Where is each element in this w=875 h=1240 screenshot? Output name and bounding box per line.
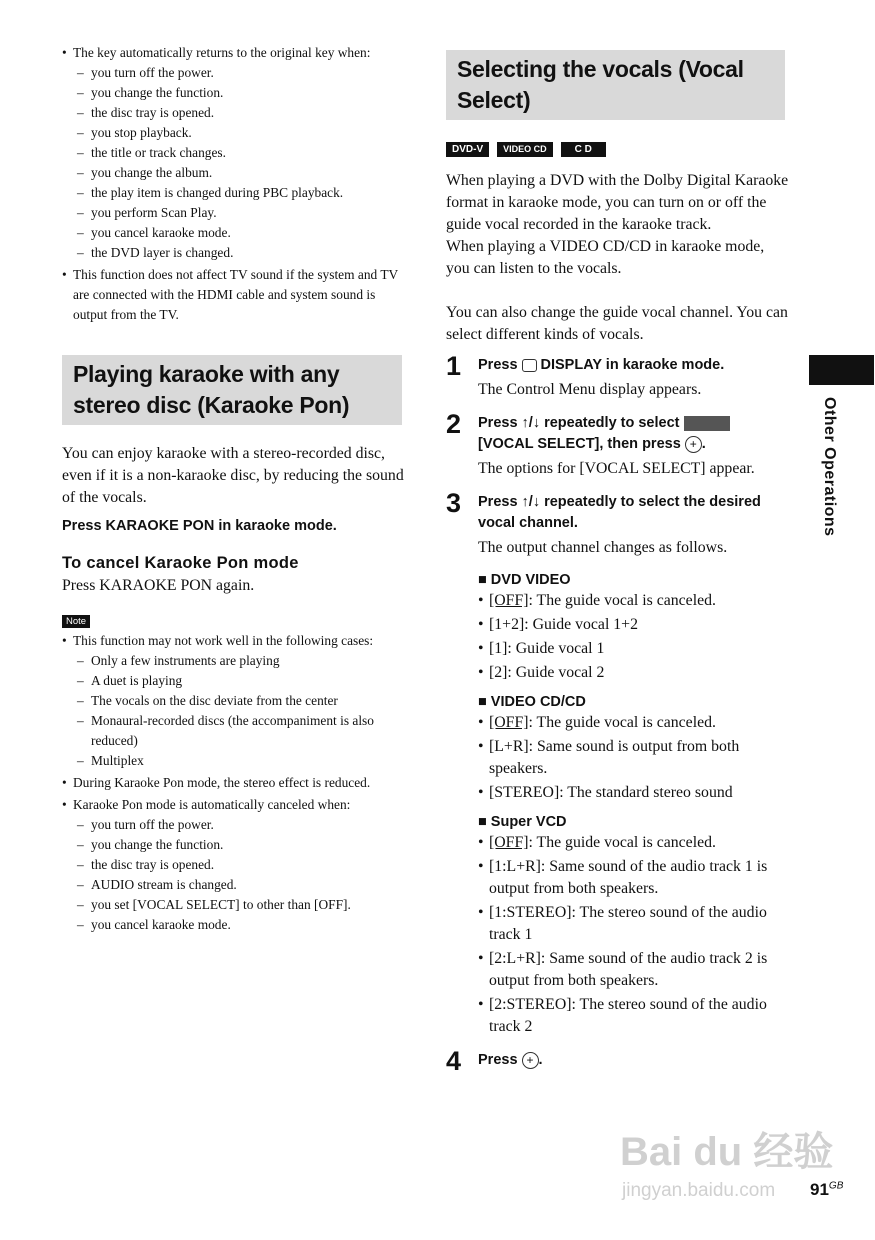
enter-button-icon: + — [685, 436, 702, 453]
option-key: [2:STEREO] — [489, 996, 572, 1013]
step-3: 3 Press ↑/↓ repeatedly to select the desired vocal channel. The output channel changes as follows. — [446, 492, 791, 559]
disc-badges — [446, 139, 791, 156]
option-item — [478, 782, 791, 804]
option-text: : Guide vocal 2 — [507, 664, 605, 681]
option-key: [STEREO] — [489, 784, 560, 801]
option-key: [2:L+R] — [489, 950, 541, 967]
option-text: : Same sound of the audio track 1 is output from both speakers. — [489, 858, 768, 897]
step-1: 1 Press DISPLAY in karaoke mode. The Control Menu display appears. — [446, 355, 791, 401]
dash-item: – the disc tray is opened. — [62, 855, 407, 875]
step-number: 3 — [446, 488, 462, 518]
right-column — [446, 0, 791, 1076]
subheading: To cancel Karaoke Pon mode — [62, 554, 299, 572]
section-heading: Selecting the vocals (Vocal Select) — [446, 50, 785, 120]
option-item — [478, 832, 791, 854]
list-item: • This function does not affect TV sound if the system and TV are connected with the HDMI cable and system sound is output from the TV. — [62, 265, 407, 325]
watermark-url: jingyan.baidu.com — [622, 1180, 776, 1201]
option-key: [1] — [489, 640, 508, 657]
dash-item: – Monaural-recorded discs (the accompaniment is also reduced) — [62, 711, 407, 751]
option-item — [478, 614, 791, 636]
step-2: 2 Press ↑/↓ repeatedly to select [VOCAL SELECT], then press + . The options for [VOCAL SELECT] appear. — [446, 413, 791, 480]
option-text: : The guide vocal is canceled. — [528, 834, 716, 851]
vocal-select-icon — [684, 416, 730, 431]
dash-item: – the disc tray is opened. — [62, 103, 407, 123]
dash-item: – The vocals on the disc deviate from the center — [62, 691, 407, 711]
option-text: : Guide vocal 1 — [507, 640, 605, 657]
paragraph: When playing a VIDEO CD/CD in karaoke mode, you can listen to the vocals. — [446, 238, 765, 277]
dash-list — [62, 651, 407, 771]
option-key: [OFF] — [489, 834, 529, 851]
step-4: 4 Press + . — [446, 1046, 543, 1076]
dash-item: – you change the function. — [62, 835, 407, 855]
option-text: : Same sound of the audio track 2 is output from both speakers. — [489, 950, 768, 989]
option-text: : The standard stereo sound — [559, 784, 733, 801]
dash-item: – Only a few instruments are playing — [62, 651, 407, 671]
dash-item: – the play item is changed during PBC playback. — [62, 183, 407, 203]
instruction: Press KARAOKE PON in karaoke mode. — [62, 518, 337, 534]
dash-item: – you turn off the power. — [62, 815, 407, 835]
dash-item: – AUDIO stream is changed. — [62, 875, 407, 895]
paragraph: When playing a DVD with the Dolby Digital Karaoke format in karaoke mode, you can turn on or off the guide vocal recorded in the karaoke track. — [446, 172, 789, 233]
step-number: 2 — [446, 409, 462, 439]
list-item: • This function may not work well in the following cases: — [62, 631, 407, 651]
dvd-v-badge: DVD-V — [446, 142, 489, 157]
dash-item: – A duet is playing — [62, 671, 407, 691]
option-key: [1:STEREO] — [489, 904, 572, 921]
step-description: The options for [VOCAL SELECT] appear. — [478, 460, 755, 477]
dash-item: – you set [VOCAL SELECT] to other than [OFF]. — [62, 895, 407, 915]
paragraph: You can enjoy karaoke with a stereo-recorded disc, even if it is a non-karaoke disc, by reducing the sound of the vocals. — [62, 445, 404, 506]
option-item — [478, 994, 791, 1038]
dash-item: – Multiplex — [62, 751, 407, 771]
option-key: [OFF] — [489, 592, 529, 609]
dash-list — [62, 63, 407, 263]
step-number: 1 — [446, 351, 462, 381]
option-item — [478, 662, 791, 684]
step-number: 4 — [446, 1046, 462, 1076]
option-key: [OFF] — [489, 714, 529, 731]
list-item: • During Karaoke Pon mode, the stereo effect is reduced. — [62, 773, 407, 793]
paragraph: You can also change the guide vocal channel. You can select different kinds of vocals. — [446, 304, 788, 343]
enter-button-icon: + — [522, 1052, 539, 1069]
option-list — [446, 590, 791, 684]
dash-item: – you change the album. — [62, 163, 407, 183]
watermark: Bai du 经验 — [620, 1130, 834, 1174]
option-item — [478, 590, 791, 612]
page-number: $91^{GB}$ — [810, 1180, 844, 1199]
option-list — [446, 712, 791, 804]
step-description: The Control Menu display appears. — [478, 381, 702, 398]
dash-item: – you cancel karaoke mode. — [62, 223, 407, 243]
list-item: • The key automatically returns to the original key when: — [62, 43, 407, 63]
section-tab — [809, 355, 874, 385]
option-key: [1:L+R] — [489, 858, 541, 875]
option-text: : Same sound is output from both speakers. — [489, 738, 740, 777]
option-item — [478, 856, 791, 900]
dash-item: – you perform Scan Play. — [62, 203, 407, 223]
left-column — [62, 0, 407, 935]
option-key: [2] — [489, 664, 508, 681]
option-list — [446, 832, 791, 1038]
option-text: : The stereo sound of the audio track 2 — [489, 996, 767, 1035]
list-item: • Karaoke Pon mode is automatically canceled when: — [62, 795, 407, 815]
option-text: : The stereo sound of the audio track 1 — [489, 904, 767, 943]
dash-list — [62, 815, 407, 935]
dash-item: – the title or track changes. — [62, 143, 407, 163]
option-item — [478, 712, 791, 734]
option-key: [1+2] — [489, 616, 525, 633]
option-item — [478, 638, 791, 660]
display-button-icon — [522, 359, 537, 372]
side-tab-label: Other Operations — [821, 397, 838, 537]
dash-item: – the DVD layer is changed. — [62, 243, 407, 263]
cd-badge: C D — [561, 142, 606, 157]
option-text: : Guide vocal 1+2 — [524, 616, 638, 633]
dash-item: – you cancel karaoke mode. — [62, 915, 407, 935]
video-cd-badge: VIDEO CD — [497, 142, 553, 157]
paragraph: Press KARAOKE PON again. — [62, 577, 255, 594]
option-text: : The guide vocal is canceled. — [528, 714, 716, 731]
subsection-svcd: ■ Super VCD — [478, 814, 567, 830]
option-text: : The guide vocal is canceled. — [528, 592, 716, 609]
option-key: [L+R] — [489, 738, 529, 755]
subsection-vcd: ■ VIDEO CD/CD — [478, 694, 586, 710]
option-item — [478, 736, 791, 780]
option-item — [478, 948, 791, 992]
dash-item: – you turn off the power. — [62, 63, 407, 83]
step-description: The output channel changes as follows. — [478, 539, 728, 556]
note-label: Note — [62, 615, 90, 628]
subsection-dvd: ■ DVD VIDEO — [478, 572, 571, 588]
section-heading: Playing karaoke with any stereo disc (Karaoke Pon) — [62, 355, 402, 425]
dash-item: – you change the function. — [62, 83, 407, 103]
option-item — [478, 902, 791, 946]
dash-item: – you stop playback. — [62, 123, 407, 143]
